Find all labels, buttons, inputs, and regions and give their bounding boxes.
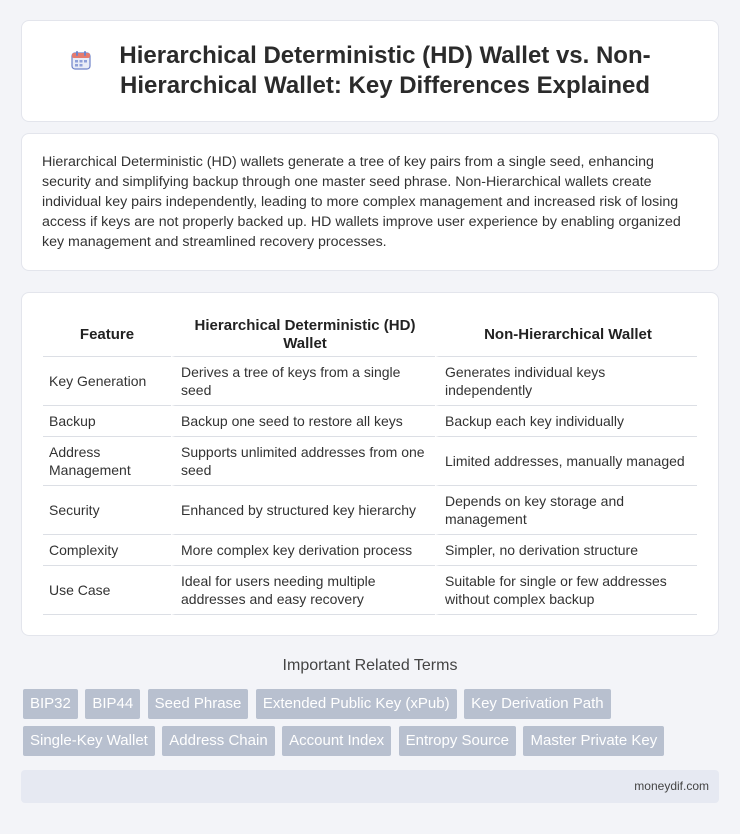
page-title: Hierarchical Deterministic (HD) Wallet vs. Non-Hierarchical Wallet: Key Differences Explained	[119, 42, 651, 99]
title-card	[21, 20, 719, 122]
term-tag[interactable]: Extended Public Key (xPub)	[256, 689, 457, 719]
header-non-hd-wallet: Non-Hierarchical Wallet	[435, 313, 697, 357]
term-tag[interactable]: Entropy Source	[399, 726, 516, 756]
row-non-hd-value: Limited addresses, manually managed	[435, 437, 697, 486]
related-terms-heading: Important Related Terms	[282, 657, 458, 674]
row-non-hd-value: Suitable for single or few addresses without complex backup	[435, 566, 697, 615]
row-non-hd-value: Generates individual keys independently	[435, 357, 697, 406]
row-non-hd-value: Depends on key storage and management	[435, 486, 697, 535]
table-row	[43, 535, 697, 566]
intro-card	[21, 133, 719, 271]
row-hd-value: Ideal for users needing multiple addresses and easy recovery	[171, 566, 435, 615]
row-feature: Use Case	[43, 566, 171, 615]
title-wrap	[70, 41, 670, 101]
row-feature: Backup	[43, 406, 171, 437]
footer-bar	[21, 770, 719, 803]
row-feature: Key Generation	[43, 357, 171, 406]
table-row	[43, 486, 697, 535]
row-non-hd-value: Simpler, no derivation structure	[435, 535, 697, 566]
table-header-row	[43, 313, 697, 357]
row-feature: Address Management	[43, 437, 171, 486]
term-tag[interactable]: Master Private Key	[523, 726, 664, 756]
row-non-hd-value: Backup each key individually	[435, 406, 697, 437]
row-hd-value: More complex key derivation process	[171, 535, 435, 566]
row-hd-value: Supports unlimited addresses from one seed	[171, 437, 435, 486]
row-hd-value: Backup one seed to restore all keys	[171, 406, 435, 437]
row-hd-value: Enhanced by structured key hierarchy	[171, 486, 435, 535]
term-tag[interactable]: Single-Key Wallet	[23, 726, 155, 756]
term-tag[interactable]: Seed Phrase	[148, 689, 249, 719]
table-row	[43, 406, 697, 437]
comparison-card	[21, 292, 719, 636]
related-terms-list	[23, 689, 723, 763]
row-feature: Complexity	[43, 535, 171, 566]
calendar-icon	[70, 49, 92, 71]
table-row	[43, 357, 697, 406]
term-tag[interactable]: BIP44	[85, 689, 140, 719]
intro-paragraph: Hierarchical Deterministic (HD) wallets generate a tree of key pairs from a single seed, enhancing security and simplifying backup through one master seed phrase. Non-Hierarchical wallets create individual key pairs independently, leading to more complex management and increased risk of losing access if keys are not properly backed up. HD wallets improve user experience by enabling organized key management and streamlined recovery processes.	[42, 154, 681, 250]
table-row	[43, 437, 697, 486]
header-feature: Feature	[43, 313, 171, 357]
table-row	[43, 566, 697, 615]
comparison-table	[43, 313, 697, 615]
row-hd-value: Derives a tree of keys from a single seed	[171, 357, 435, 406]
footer-site[interactable]: moneydif.com	[634, 779, 709, 793]
term-tag[interactable]: Account Index	[282, 726, 391, 756]
term-tag[interactable]: Address Chain	[162, 726, 274, 756]
row-feature: Security	[43, 486, 171, 535]
term-tag[interactable]: Key Derivation Path	[464, 689, 611, 719]
term-tag[interactable]: BIP32	[23, 689, 78, 719]
header-hd-wallet: Hierarchical Deterministic (HD) Wallet	[171, 313, 435, 357]
